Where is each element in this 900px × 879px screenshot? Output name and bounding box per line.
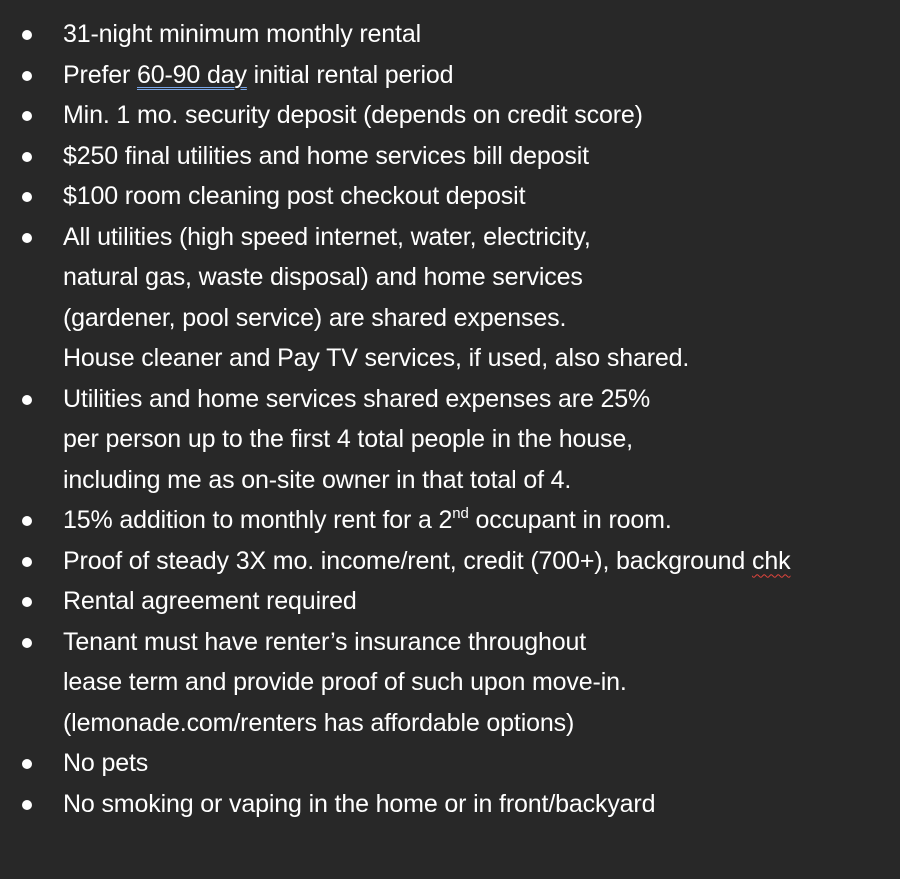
underlined-term: 60-90 day — [136, 60, 247, 89]
bullet-icon — [22, 111, 32, 121]
list-item-no-smoking — [0, 784, 900, 825]
item-text-pre: 15% addition to monthly rent for a 2 — [63, 506, 453, 534]
item-text-line: (gardener, pool service) are shared expenses. — [63, 303, 567, 332]
list-item-cleaning-deposit — [0, 176, 900, 217]
item-text-line: (lemonade.com/renters has affordable options) — [63, 708, 575, 737]
list-item-expense-split — [0, 379, 900, 501]
item-text-line: lease term and provide proof of such upon move-in. — [63, 668, 627, 696]
item-text: Rental agreement required — [63, 587, 357, 615]
bullet-icon — [22, 152, 32, 162]
list-item-minimum-rental — [0, 14, 900, 55]
bullet-icon — [22, 557, 32, 567]
bullet-icon — [22, 71, 32, 81]
item-text — [63, 55, 900, 96]
ordinal-suffix: nd — [452, 505, 469, 522]
item-text-post: occupant in room. — [468, 506, 672, 534]
bullet-icon — [22, 759, 32, 769]
item-text — [63, 500, 900, 541]
bullet-icon — [22, 192, 32, 202]
item-text-line: natural gas, waste disposal) and home services — [63, 263, 583, 291]
rental-terms-list — [0, 14, 900, 824]
list-item-utilities-deposit — [0, 136, 900, 177]
item-text: $100 room cleaning post checkout deposit — [63, 182, 526, 210]
item-text-line: All utilities (high speed internet, water, electricity, — [63, 222, 591, 251]
item-text-pre: Proof of steady 3X mo. income/rent, credit (700+), background — [63, 546, 752, 575]
item-text: No pets — [63, 749, 149, 777]
item-text-post: initial rental period — [246, 60, 454, 89]
list-item-proof-of-income — [0, 541, 900, 582]
bullet-icon — [22, 800, 32, 810]
list-item-renters-insurance — [0, 622, 900, 744]
item-text-line: House cleaner and Pay TV services, if used, also shared. — [63, 344, 690, 372]
bullet-icon — [22, 638, 32, 648]
item-text: $250 final utilities and home services bill deposit — [63, 141, 589, 170]
item-text — [63, 541, 900, 582]
item-text-pre: Prefer — [63, 60, 137, 89]
list-item-rental-agreement — [0, 581, 900, 622]
spellcheck-word[interactable]: chk — [751, 546, 791, 575]
item-text-line: Tenant must have renter’s insurance throughout — [63, 627, 587, 656]
bullet-icon — [22, 233, 32, 243]
item-text: Min. 1 mo. security deposit (depends on credit score) — [63, 101, 643, 129]
bullet-icon — [22, 597, 32, 607]
list-item-no-pets — [0, 743, 900, 784]
item-text-line: Utilities and home services shared expenses are 25% — [63, 384, 651, 413]
item-text: No smoking or vaping in the home or in front/backyard — [63, 789, 656, 818]
list-item-security-deposit — [0, 95, 900, 136]
list-item-second-occupant — [0, 500, 900, 541]
bullet-icon — [22, 516, 32, 526]
item-text: 31-night minimum monthly rental — [63, 20, 421, 48]
bullet-icon — [22, 395, 32, 405]
list-item-rental-period — [0, 55, 900, 96]
item-text-line: per person up to the first 4 total people in the house, — [63, 425, 633, 453]
bullet-icon — [22, 30, 32, 40]
list-item-shared-utilities — [0, 217, 900, 379]
item-text-line: including me as on-site owner in that total of 4. — [63, 465, 572, 494]
